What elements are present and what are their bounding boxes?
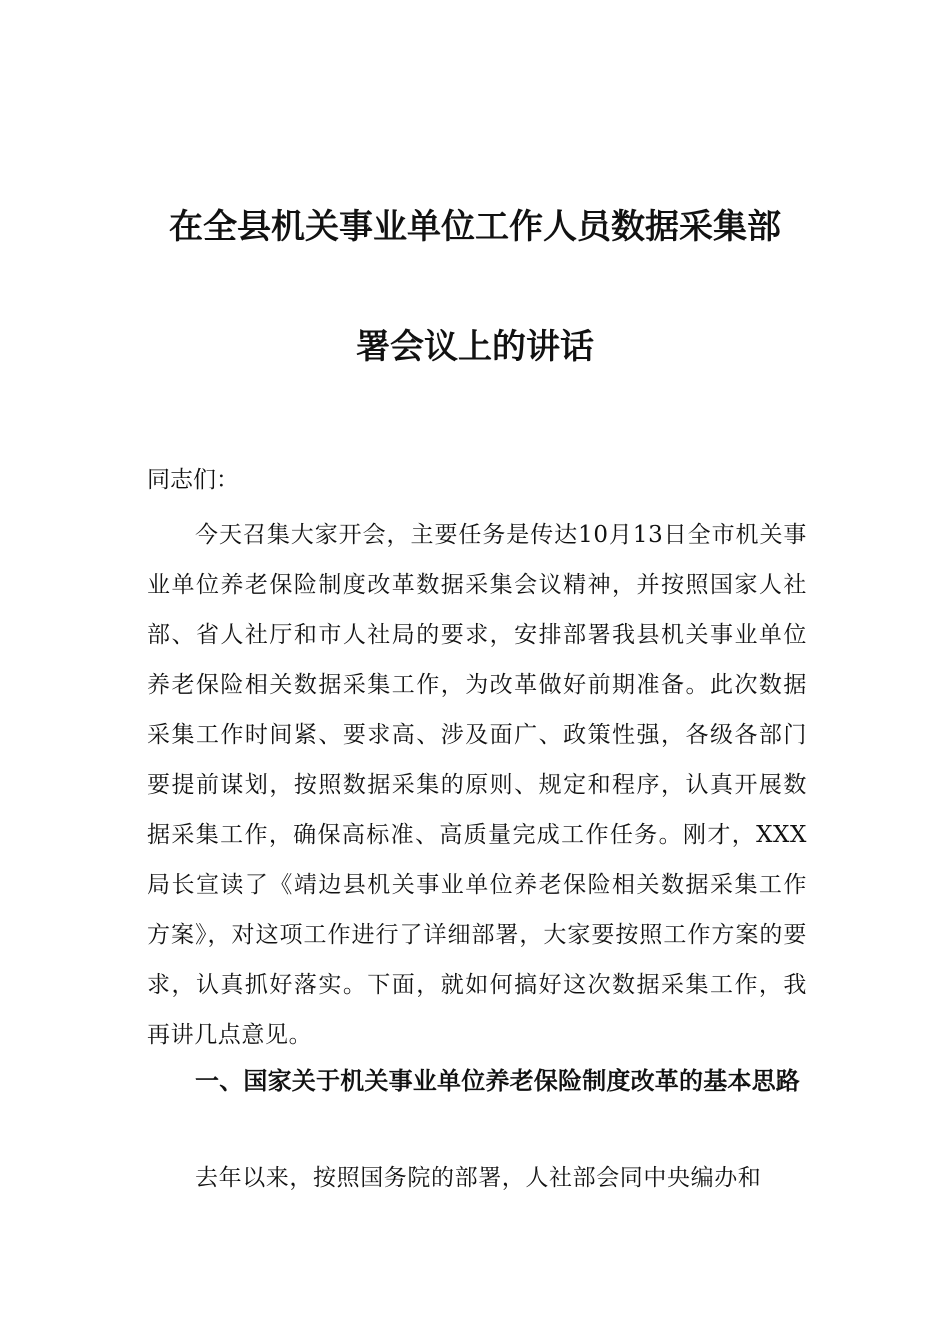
- document-title-line-1: 在全县机关事业单位工作人员数据采集部: [169, 207, 781, 247]
- body-paragraph-2: 去年以来，按照国务院的部署，人社部会同中央编办和: [195, 1165, 762, 1191]
- section-heading-1: 一、国家关于机关事业单位养老保险制度改革的基本思路: [195, 1067, 800, 1095]
- salutation: 同志们：: [147, 467, 239, 493]
- body-paragraph-1: 今天召集大家开会，主要任务是传达10月13日全市机关事业单位养老保险制度改革数据采集会议精神，并按照国家人社部、省人社厅和市人社局的要求，安排部署我县机关事业单位养老保险相关数据采集工作，为改革做好前期准备。此次数据采集工作时间紧、要求高、涉及面广、政策性强，各级各部门要提前谋划，按照数据采集的原则、规定和程序，认真开展数据采集工作，确保高标准、高质量完成工作任务。刚才，XXX局长宣读了《靖边县机关事业单位养老保险相关数据采集工作方案》，对这项工作进行了详细部署，大家要按照工作方案的要求，认真抓好落实。下面，就如何搞好这次数据采集工作，我再讲几点意见。: [147, 522, 807, 1048]
- document-title-line-2: 署会议上的讲话: [356, 327, 594, 367]
